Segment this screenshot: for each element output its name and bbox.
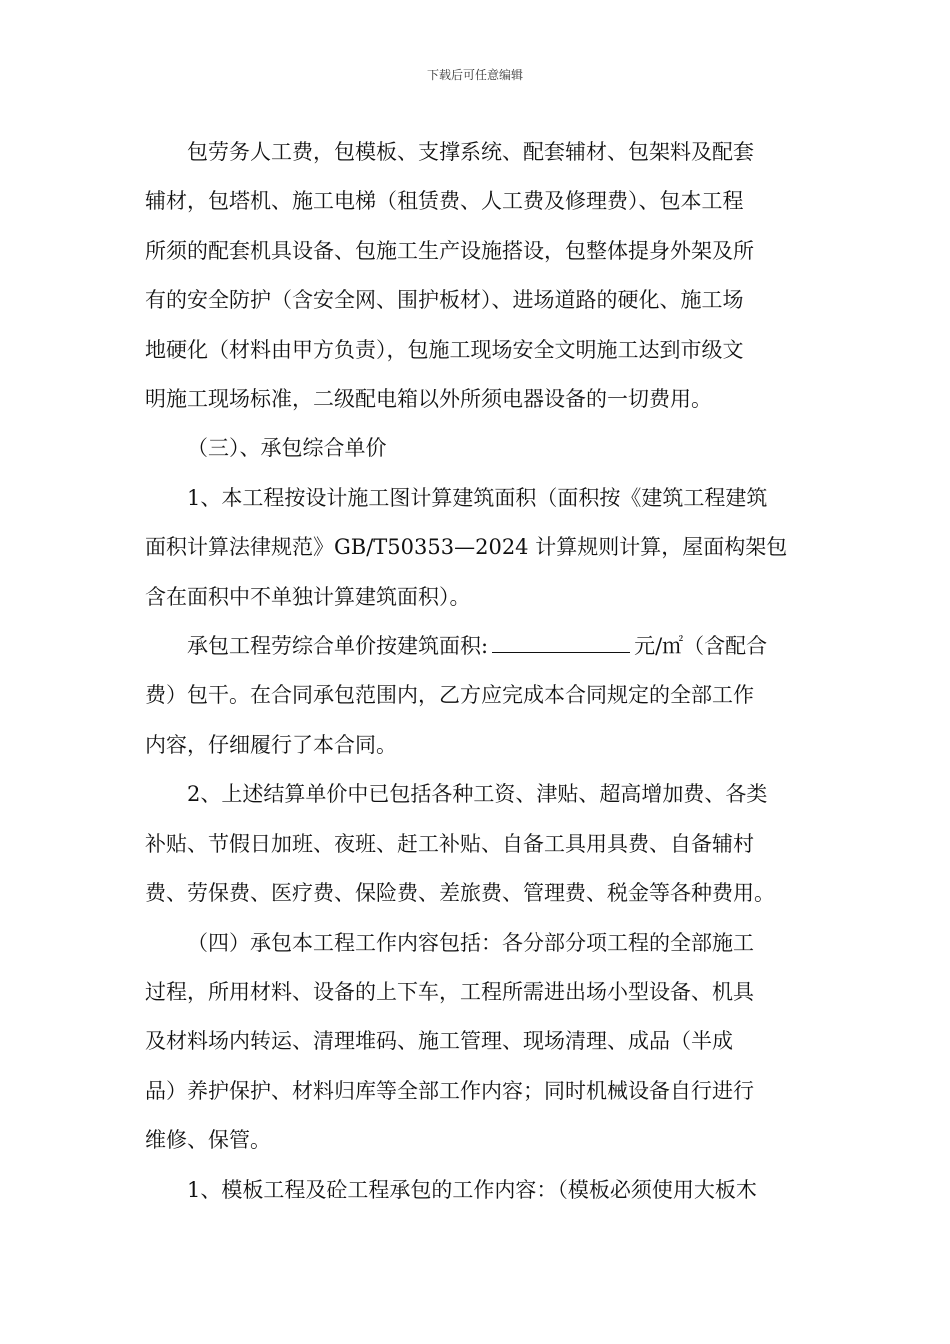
- paragraph-included-costs: [145, 770, 810, 918]
- text-line: 含在面积中不单独计算建筑面积）。: [145, 584, 471, 609]
- text-line: 品）养护保护、材料归库等全部工作内容；同时机械设备自行进行: [145, 1078, 754, 1103]
- text-line: 明施工现场标准，二级配电箱以外所须电器设备的一切费用。: [145, 387, 712, 412]
- text-line: 有的安全防护（含安全网、围护板材）、进场道路的硬化、施工场: [145, 288, 744, 313]
- price-blank-field: [492, 630, 630, 653]
- text-line: 面积计算法律规范》GB/T50353—2024 计算规则计算，屋面构架包: [145, 535, 788, 560]
- text-line: 地硬化（材料由甲方负责），包施工现场安全文明施工达到市级文: [145, 337, 744, 362]
- paragraph-scope: [145, 128, 810, 424]
- text-line: 费）包干。在合同承包范围内，乙方应完成本合同规定的全部工作: [145, 683, 754, 708]
- text-line: 2、上述结算单价中已包括各种工资、津贴、超高增加费、各类: [187, 782, 768, 807]
- text-line: 内容，仔细履行了本合同。: [145, 732, 397, 757]
- paragraph-work-content: [145, 919, 810, 1166]
- paragraph-area-calculation: [145, 474, 810, 622]
- price-line: [145, 622, 810, 671]
- text-line: 补贴、节假日加班、夜班、赶工补贴、自备工具用具费、自备辅村: [145, 831, 754, 856]
- price-line-before: 承包工程劳综合单价按建筑面积:: [187, 634, 489, 659]
- document-body: [145, 128, 810, 1215]
- text-line: 辅材，包塔机、施工电梯（租赁费、人工费及修理费）、包本工程: [145, 189, 744, 214]
- text-line: （四）承包本工程工作内容包括：各分部分项工程的全部施工: [187, 930, 754, 955]
- section-heading-text: （三）、承包综合单价: [187, 436, 387, 461]
- paragraph-formwork: [145, 1166, 810, 1215]
- text-line: 1、模板工程及砼工程承包的工作内容：（模板必须使用大板木: [187, 1177, 757, 1202]
- text-line: 所须的配套机具设备、包施工生产设施搭设，包整体提身外架及所: [145, 238, 754, 263]
- text-line: 及材料场内转运、清理堆码、施工管理、现场清理、成品（半成: [145, 1029, 733, 1054]
- price-line-after: 元/㎡（含配合: [634, 634, 768, 659]
- section-heading-3: [145, 424, 810, 473]
- paragraph-unit-price: [145, 622, 810, 770]
- text-line: 过程，所用材料、设备的上下车，工程所需进出场小型设备、机具: [145, 979, 754, 1004]
- text-line: 费、劳保费、医疗费、保险费、差旅费、管理费、税金等各种费用。: [145, 881, 775, 906]
- text-line: 维修、保管。: [145, 1128, 271, 1153]
- text-line: 包劳务人工费，包模板、支撑系统、配套辅材、包架料及配套: [187, 140, 754, 164]
- page-header: 下载后可任意编辑: [426, 68, 523, 82]
- text-line: 1、本工程按设计施工图计算建筑面积（面积按《建筑工程建筑: [187, 485, 768, 510]
